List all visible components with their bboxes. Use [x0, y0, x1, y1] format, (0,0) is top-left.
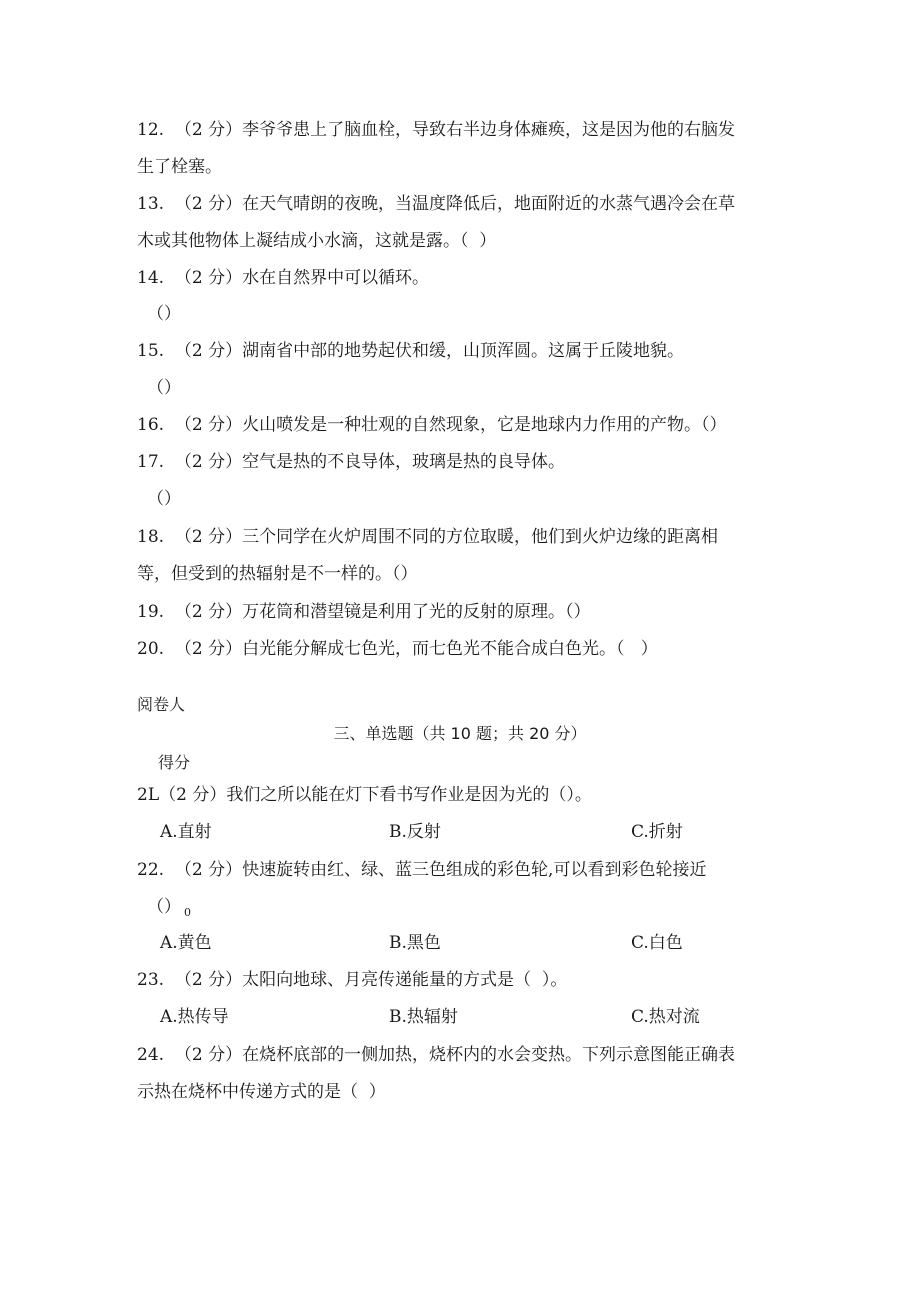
answer-blank: （） — [147, 304, 181, 324]
question-12 — [137, 112, 787, 186]
option-b: B.黑色 — [389, 933, 441, 953]
question-16 — [137, 407, 787, 444]
question-text: 16. （2 分）火山喷发是一种壮观的自然现象，它是地球内力作用的产物。（） — [137, 415, 727, 435]
question-13 — [137, 186, 787, 260]
question-text: 等，但受到的热辐射是不一样的。（） — [137, 564, 418, 584]
question-21 — [137, 777, 787, 814]
question-text: 示热在烧杯中传递方式的是（ ） — [137, 1082, 386, 1102]
question-15 — [137, 333, 787, 370]
option-c: C.热对流 — [631, 1007, 700, 1027]
option-b: B.热辐射 — [389, 1007, 458, 1027]
question-18 — [137, 519, 787, 593]
question-text: 24. （2 分）在烧杯底部的一侧加热，烧杯内的水会变热。下列示意图能正确表 — [137, 1045, 736, 1065]
question-text: 17. （2 分）空气是热的不良导体，玻璃是热的良导体。 — [137, 452, 566, 472]
option-a: A.黄色 — [160, 933, 212, 953]
question-20 — [137, 631, 787, 668]
subscript-mark: 0 — [184, 906, 191, 919]
question-22 — [137, 852, 787, 889]
score-label: 得分 — [158, 753, 191, 772]
question-text: 15. （2 分）湖南省中部的地势起伏和缓，山顶浑圆。这属于丘陵地貌。 — [137, 341, 685, 361]
answer-blank: （） — [147, 378, 181, 398]
question-text: 13. （2 分）在天气晴朗的夜晚，当温度降低后，地面附近的水蒸气遇冷会在草 — [137, 194, 736, 214]
option-a: A.热传导 — [160, 1007, 229, 1027]
section-title: 三、单选题（共 10 题；共 20 分） — [333, 724, 587, 743]
question-14 — [137, 260, 787, 297]
question-text: 14. （2 分）水在自然界中可以循环。 — [137, 268, 430, 288]
question-text: 生了栓塞。 — [137, 157, 222, 177]
question-24 — [137, 1037, 787, 1111]
question-text: 18. （2 分）三个同学在火炉周围不同的方位取暖，他们到火炉边缘的距离相 — [137, 527, 719, 547]
question-text: 19. （2 分）万花筒和潜望镜是利用了光的反射的原理。（） — [137, 602, 591, 622]
option-b: B.反射 — [389, 822, 441, 842]
question-text: 22. （2 分）快速旋转由红、绿、蓝三色组成的彩色轮,可以看到彩色轮接近 — [137, 860, 707, 880]
question-text: 20. （2 分）白光能分解成七色光，而七色光不能合成白色光。（ ） — [137, 639, 658, 659]
question-19 — [137, 594, 787, 631]
question-23 — [137, 962, 787, 999]
answer-blank-parens: （） — [147, 897, 181, 917]
question-text: 木或其他物体上凝结成小水滴，这就是露。（ ） — [137, 231, 497, 251]
option-c: C.白色 — [631, 933, 683, 953]
question-text: 12. （2 分）李爷爷患上了脑血栓，导致右半边身体瘫痪，这是因为他的右脑发 — [137, 120, 736, 140]
option-c: C.折射 — [631, 822, 683, 842]
question-text: 23. （2 分）太阳向地球、月亮传递能量的方式是（ ）。 — [137, 970, 568, 990]
question-17 — [137, 444, 787, 481]
answer-blank: （） — [147, 489, 181, 509]
question-text: 2L（2 分）我们之所以能在灯下看书写作业是因为光的（）。 — [137, 785, 592, 805]
option-a: A.直射 — [160, 822, 212, 842]
reviewer-label: 阅卷人 — [137, 695, 186, 714]
